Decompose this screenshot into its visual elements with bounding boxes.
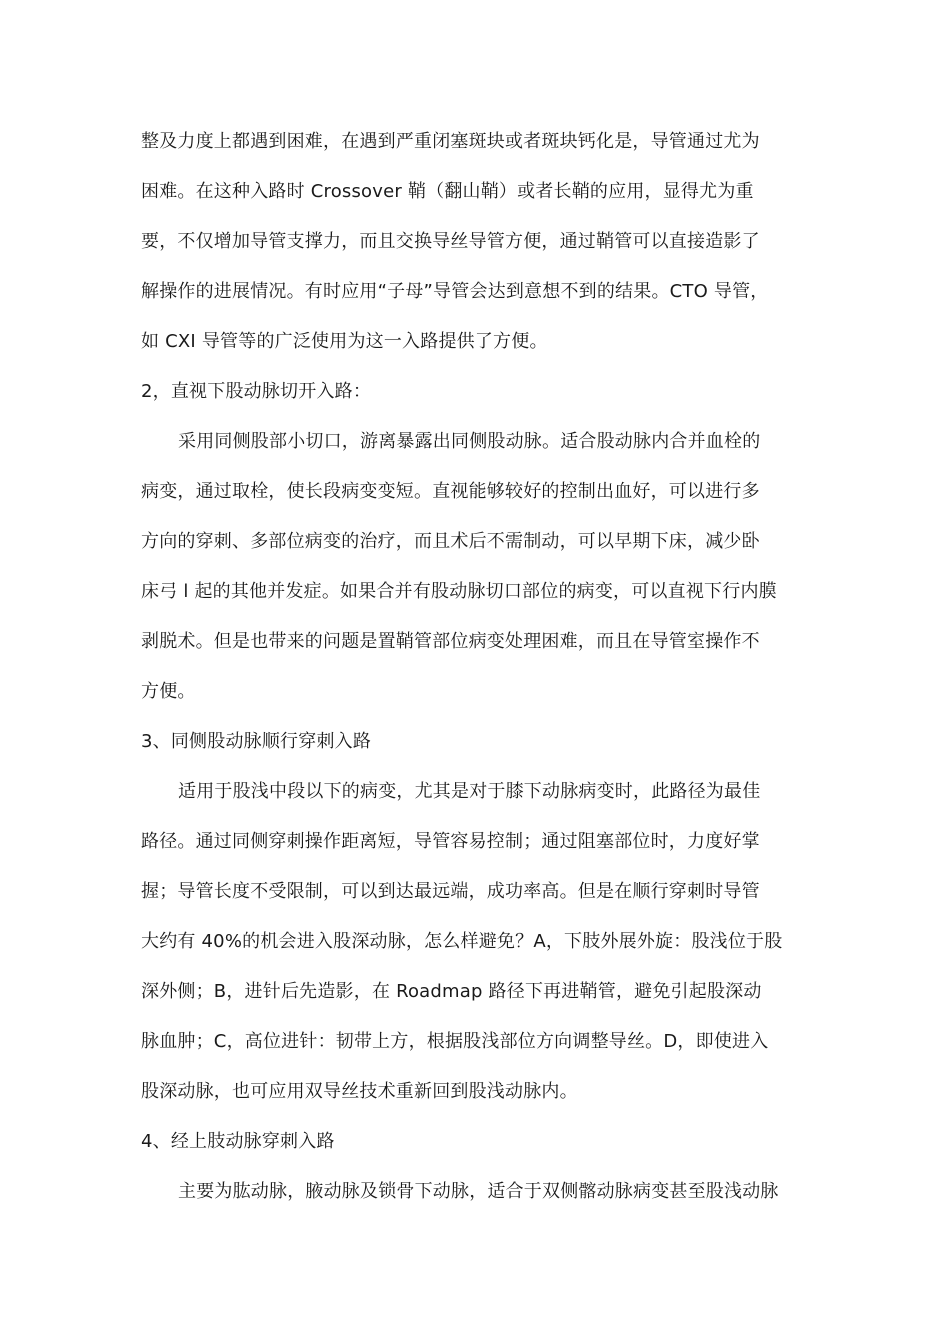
paragraph-line: 整及力度上都遇到困难，在遇到严重闭塞斑块或者斑块钙化是，导管通过尤为: [141, 131, 760, 152]
paragraph-line: 握；导管长度不受限制，可以到达最远端，成功率高。但是在顺行穿刺时导管: [141, 881, 760, 902]
paragraph-line: 要，不仅增加导管支撑力，而且交换导丝导管方便，通过鞘管可以直接造影了: [141, 231, 760, 252]
paragraph-line: 剥脱术。但是也带来的问题是置鞘管部位病变处理困难，而且在导管室操作不: [141, 631, 760, 652]
paragraph-line: 适用于股浅中段以下的病变，尤其是对于膝下动脉病变时，此路径为最佳: [178, 781, 761, 802]
paragraph-line: 病变，通过取栓，使长段病变变短。直视能够较好的控制出血好，可以进行多: [141, 481, 760, 502]
section-heading-4: 4、经上肢动脉穿刺入路: [141, 1131, 335, 1152]
paragraph-line: 方便。: [141, 681, 196, 702]
paragraph-line: 主要为肱动脉，腋动脉及锁骨下动脉，适合于双侧髂动脉病变甚至股浅动脉: [178, 1181, 779, 1202]
paragraph-line: 困难。在这种入路时 Crossover 鞘（翻山鞘）或者长鞘的应用，显得尤为重: [141, 181, 754, 202]
paragraph-line: 如 CXI 导管等的广泛使用为这一入路提供了方便。: [141, 331, 548, 352]
paragraph-line: 床弓 l 起的其他并发症。如果合并有股动脉切口部位的病变，可以直视下行内膜: [141, 581, 777, 602]
paragraph-line: 脉血肿；C，高位进针：韧带上方，根据股浅部位方向调整导丝。D，即使进入: [141, 1031, 769, 1052]
paragraph-line: 路径。通过同侧穿刺操作距离短，导管容易控制；通过阻塞部位时，力度好掌: [141, 831, 760, 852]
section-heading-3: 3、同侧股动脉顺行穿刺入路: [141, 731, 372, 752]
paragraph-line: 股深动脉，也可应用双导丝技术重新回到股浅动脉内。: [141, 1081, 578, 1102]
paragraph-line: 方向的穿刺、多部位病变的治疗，而且术后不需制动，可以早期下床，减少卧: [141, 531, 760, 552]
paragraph-line: 解操作的进展情况。有时应用“子母”导管会达到意想不到的结果。CTO 导管，: [141, 281, 769, 302]
paragraph-line: 采用同侧股部小切口，游离暴露出同侧股动脉。适合股动脉内合并血栓的: [178, 431, 761, 452]
paragraph-line: 深外侧；B，进针后先造影，在 Roadmap 路径下再进鞘管，避免引起股深动: [141, 981, 762, 1002]
section-heading-2: 2，直视下股动脉切开入路：: [141, 381, 372, 402]
paragraph-line: 大约有 40%的机会进入股深动脉，怎么样避免？A，下肢外展外旋：股浅位于股: [141, 931, 783, 952]
